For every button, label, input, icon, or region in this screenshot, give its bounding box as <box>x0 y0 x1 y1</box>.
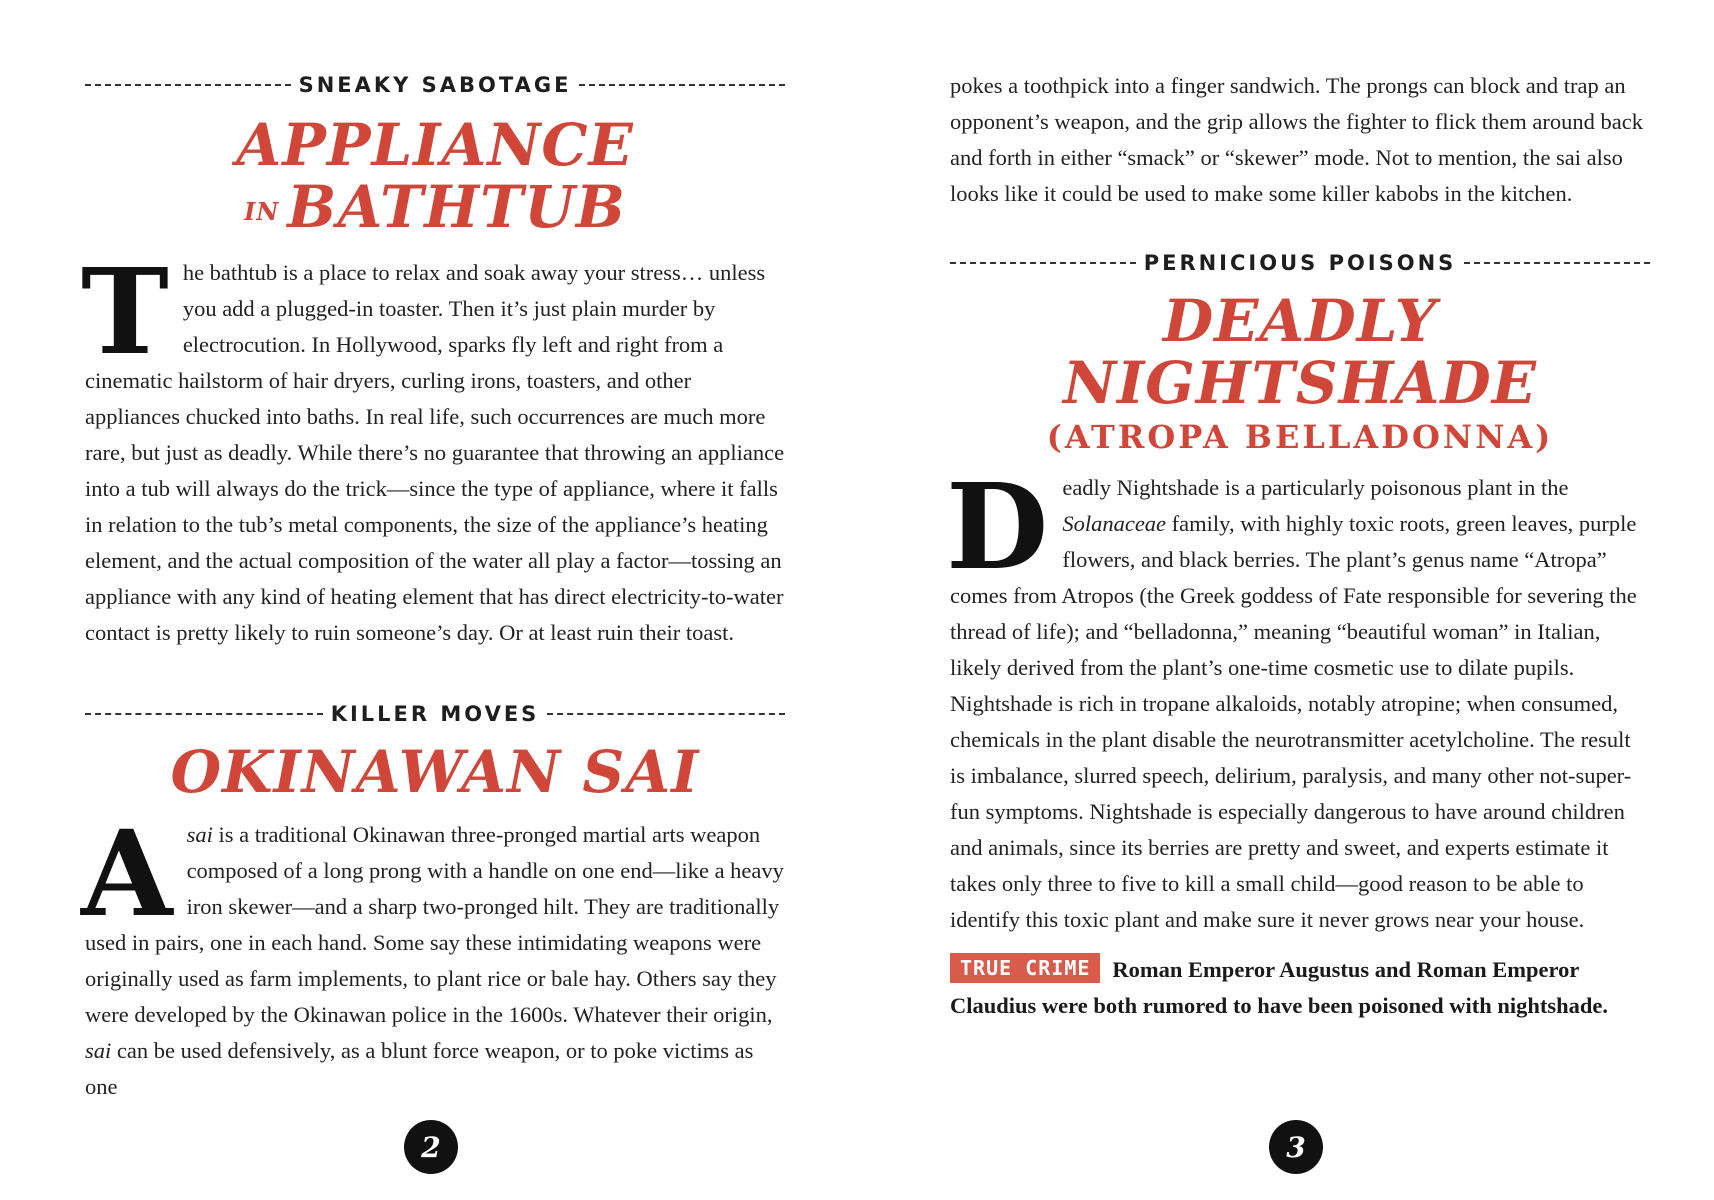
true-crime-badge: TRUE CRIME <box>950 953 1100 983</box>
italic-solanaceae: Solanaceae <box>1062 511 1167 536</box>
dashed-rule <box>950 262 1136 264</box>
article-appliance-in-bathtub <box>81 242 785 651</box>
dashed-rule <box>1464 262 1650 264</box>
article-okinawan-sai <box>81 804 785 1105</box>
article-body-part1: is a traditional Okinawan three-pronged martial arts weapon composed of a long prong with a handle on one end—like a heavy iron skewer—and a sharp two-pronged hilt. They are traditionally used in pairs, one in each hand. Some say these intimidating weapons were originally used as farm implements, to plant rice or bale hay. Others say they were developed by the Okinawan police in the 1600s. Whatever their origin, <box>85 822 784 1027</box>
article-body: he bathtub is a place to relax and soak away your stress… unless you add a plugged-in toaster. Then it’s just plain murder by electrocution. In Hollywood, sparks fly left and right from a cinematic hailstorm of hair dryers, curling irons, toasters, and other appliances chucked into baths. In real life, such occurrences are much more rare, but just as deadly. While there’s no guarantee that throwing an appliance into a tub will always do the trick—since the type of appliance, where it falls in relation to the tub’s metal components, the size of the appliance’s heating element, and the actual composition of the water all play a factor—tossing an appliance with any kind of heating element that has direct electricity-to-water contact is pretty likely to ruin someone’s day. Or at least ruin their toast. <box>85 260 785 645</box>
title-line2: BATHTUB <box>287 173 626 241</box>
dashed-rule <box>547 713 785 715</box>
kicker-pernicious-poisons: PERNICIOUS POISONS <box>950 248 1650 278</box>
true-crime-callout <box>950 952 1650 1024</box>
kicker-killer-moves: KILLER MOVES <box>85 699 785 729</box>
italic-sai-2: sai <box>85 1038 112 1063</box>
dashed-rule <box>579 84 785 86</box>
kicker-sneaky-sabotage: SNEAKY SABOTAGE <box>85 70 785 100</box>
article-body-part1: eadly Nightshade is a particularly poisonous plant in the <box>1062 475 1569 500</box>
dashed-rule <box>85 84 291 86</box>
true-crime-text: Roman Emperor Augustus and Roman Emperor Claudius were both rumored to have been poisoned with nightshade. <box>950 957 1609 1018</box>
continuation-text: pokes a toothpick into a finger sandwich. The prongs can block and trap an opponent’s weapon, and the grip allows the fighter to flick them around back and forth in either “smack” or “skewer” mode. Not to mention, the sai also looks like it could be used to make some killer kabobs in the kitchen. <box>950 73 1643 206</box>
italic-sai: sai <box>186 822 213 847</box>
article-deadly-nightshade <box>946 457 1650 938</box>
dropcap-d: D <box>946 457 1049 596</box>
title-line1: APPLIANCE <box>236 111 634 179</box>
subtitle-atropa-belladonna: (ATROPA BELLADONNA) <box>1046 418 1554 456</box>
left-page <box>81 0 785 1105</box>
title-deadly-nightshade: DEADLY NIGHTSHADE <box>1063 287 1537 417</box>
dashed-rule <box>85 713 323 715</box>
page-number-2: 2 <box>404 1120 458 1174</box>
article-body-part2: family, with highly toxic roots, green leaves, purple flowers, and black berries. The plant’s genus name “Atropa” comes from Atropos (the Greek goddess of Fate responsible for severing the thread of life); and “belladonna,” meaning “beautiful woman” in Italian, likely derived from the plant’s one-time cosmetic use to dilate pupils. Nightshade is rich in tropane alkaloids, notably atropine; when consumed, chemicals in the plant disable the neurotransmitter acetylcholine. The result is imbalance, slurred speech, delirium, paralysis, and many other not-super-fun symptoms. Nightshade is especially dangerous to have around children and animals, since its berries are pretty and sweet, and experts estimate it takes only three to five to kill a small child—good reason to be able to identify this toxic plant and make sure it never grows near your house. <box>950 511 1637 932</box>
title-okinawan-sai: OKINAWAN SAI <box>170 738 700 806</box>
title-appliance-in-bathtub <box>85 111 785 243</box>
dropcap-a: A <box>81 804 173 943</box>
right-page <box>946 0 1650 1024</box>
article-body-part2: can be used defensively, as a blunt force weapon, or to poke victims as one <box>85 1038 754 1099</box>
page-number-3: 3 <box>1269 1120 1323 1174</box>
dropcap-t: T <box>81 242 169 381</box>
title-in: IN <box>244 197 280 226</box>
